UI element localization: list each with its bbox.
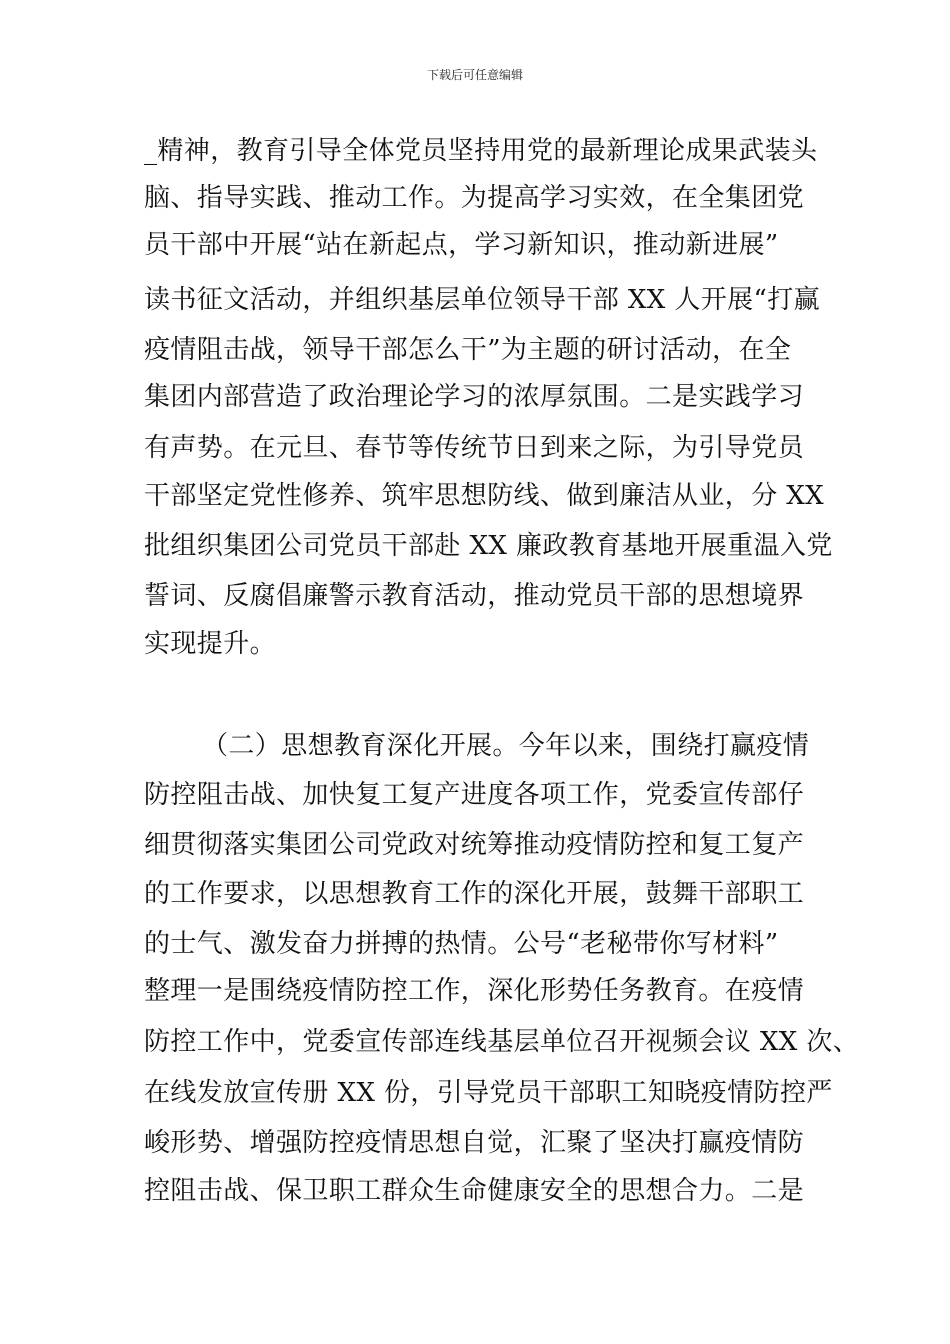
text-line: 员干部中开展“站在新起点，学习新知识，推动新进展” [144,230,779,260]
page-header: 下载后可任意编辑 [426,68,523,82]
text-line: 峻形势、增强防控疫情思想自觉，汇聚了坚决打赢疫情防 [144,1128,805,1158]
text-line: 疫情阻击战，领导干部怎么干”为主题的研讨活动，在全 [144,335,792,365]
text-line: 批组织集团公司党员干部赴 XX 廉政教育基地开展重温入党 [144,531,833,561]
text-line: 干部坚定党性修养、筑牢思想防线、做到廉洁从业，分 XX [144,481,825,511]
text-line: 在线发放宣传册 XX 份，引导党员干部职工知晓疫情防控严 [144,1078,833,1108]
text-line: 细贯彻落实集团公司党政对统筹推动疫情防控和复工复产 [144,830,805,860]
text-line: 的士气、激发奋力拼搏的热情。公号“老秘带你写材料” [144,929,779,959]
text-line: 防控工作中，党委宣传部连线基层单位召开视频会议 XX 次、 [144,1027,860,1057]
text-line: 的工作要求，以思想教育工作的深化开展，鼓舞干部职工 [144,879,805,909]
text-line: _精神，教育引导全体党员坚持用党的最新理论成果武装头 [144,136,818,166]
text-line: 集团内部营造了政治理论学习的浓厚氛围。二是实践学习 [144,382,805,412]
text-line: 读书征文活动，并组织基层单位领导干部 XX 人开展“打赢 [144,285,821,315]
text-line: 脑、指导实践、推动工作。为提高学习实效，在全集团党 [144,183,805,213]
text-line: 有声势。在元旦、春节等传统节日到来之际，为引导党员 [144,433,805,463]
text-line: 整理一是围绕疫情防控工作，深化形势任务教育。在疫情 [144,976,805,1006]
text-line: 控阻击战、保卫职工群众生命健康安全的思想合力。二是 [144,1176,805,1206]
text-line: 誓词、反腐倡廉警示教育活动，推动党员干部的思想境界 [144,581,805,611]
text-line: 实现提升。 [144,629,277,659]
text-line: （二）思想教育深化开展。今年以来，围绕打赢疫情 [202,731,810,761]
text-line: 防控阻击战、加快复工复产进度各项工作，党委宣传部仔 [144,780,805,810]
